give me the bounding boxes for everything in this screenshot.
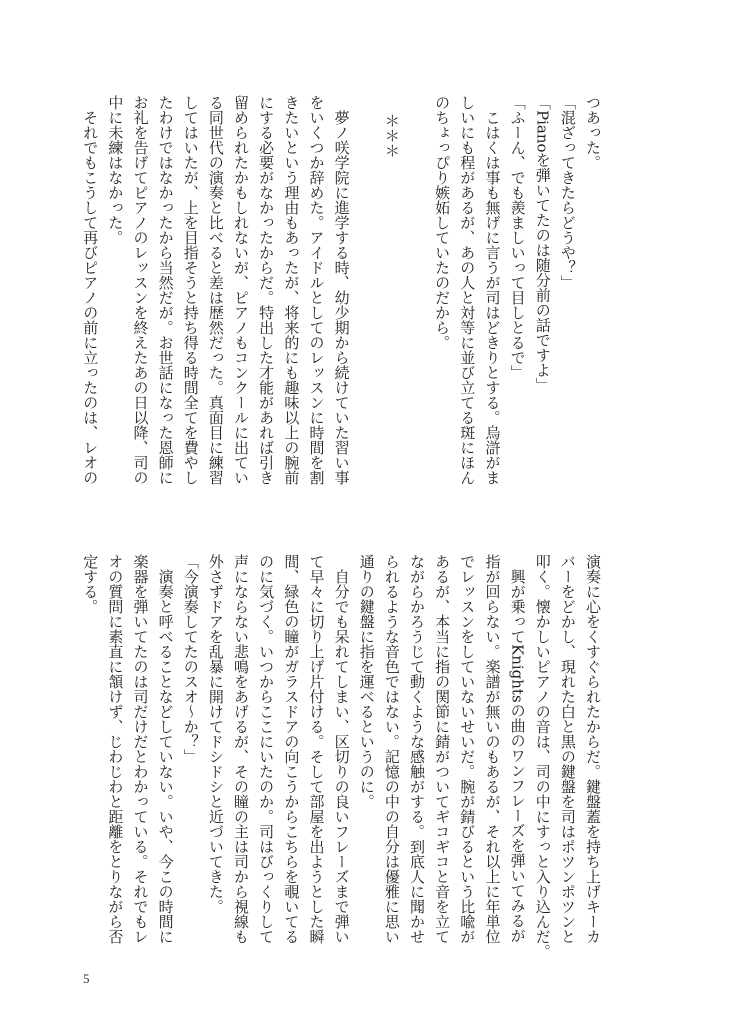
text-line: バーをどかし、現れた白と黒の鍵盤を司はポツンポツンと: [558, 554, 577, 944]
text-line: ながらかろうじて動くような感触がする。到底人に聞かせ: [408, 554, 427, 944]
text-line: 声にならない悲鳴をあげるが、その瞳の主は司から視線も: [232, 554, 251, 944]
blank-line: [404, 95, 429, 487]
text-line: でレッスンをしていないせいだ。腕が錆びるという比喩が: [458, 554, 477, 944]
text-line: 「今演奏してたのスオ～か？」: [181, 554, 200, 764]
text-line: 楽器を弾いてたのは司だけだとわかっている。それでもレ: [131, 554, 150, 944]
text-line: 夢ノ咲学院に進学する時、幼少期から続けていた習い事: [332, 95, 351, 485]
text-line: のちょっぴり嫉妬していたのだから。: [433, 95, 452, 350]
text-line: たわけではなかったから当然だが。お世話になった恩師に: [156, 95, 175, 485]
scene-break-separator: ＊＊＊: [382, 113, 401, 158]
text-line: 外さずドアを乱暴に開けてドシドシと近づいてきた。: [206, 554, 225, 914]
text-line: 叩く。懐かしいピアノの音は、司の中にすっと入り込んだ。: [533, 554, 552, 959]
text-line: 演奏と呼べることなどしていない。いや、今この時間に: [156, 554, 175, 944]
text-line: つあった。: [584, 95, 602, 170]
text-line: してはいたが、上を目指そうと持ち得る時間全てを費やし: [181, 95, 200, 485]
text-line: 留められたかもしれないが、ピアノもコンクールに出てい: [232, 95, 251, 485]
text-line: あるが、本当に指の関節に錆がついてギコギコと音を立て: [433, 554, 452, 944]
text-line: 「ふーん、でも羨ましいって目しとるで」: [508, 95, 527, 380]
text-line: 興が乗ってKnightsの曲のワンフレーズを弾いてみるが: [508, 554, 527, 943]
bottom-text-block: [77, 554, 605, 959]
text-line: 「混ざってきたらどうや？」: [558, 95, 577, 290]
page-number: 5: [83, 971, 90, 986]
text-line: きたいという理由もあったが、将来的にも趣味以上の腕前: [282, 95, 301, 485]
text-line: 間、緑色の瞳がガラスドアの向こうからこちらを覗いてる: [282, 554, 301, 944]
text-line: て早々に切り上げ片付ける。そして部屋を出ようとした瞬: [307, 554, 326, 944]
text-line: 通りの鍵盤に指を運べるというのに。: [357, 554, 376, 809]
text-line: 自分でも呆れてしまい、区切りの良いフレーズまで弾い: [332, 554, 351, 944]
text-line: こはくは事も無げに言うが司はどきりとする。烏滸がま: [483, 95, 502, 485]
top-text-block: [77, 95, 605, 487]
text-line: しいにも程があるが、あの人と対等に並び立てる斑にほん: [458, 95, 477, 485]
text-line: お礼を告げてピアノのレッスンを終えたあの日以降、司の: [131, 95, 150, 485]
text-line: それでもこうして再びピアノの前に立ったのは、レオの: [81, 95, 100, 485]
text-line: られるような音色ではない。記憶の中の自分は優雅に思い: [382, 554, 401, 944]
text-line: のに気づく。いつからここにいたのか。司はびっくりして: [257, 554, 276, 944]
text-line: 演奏に心をくすぐられたからだ。鍵盤蓋を持ち上げキーカ: [584, 554, 602, 944]
text-line: 定する。: [81, 554, 100, 614]
text-line: オの質問に素直に頷けず、じわじわと距離をとりながら否: [106, 554, 125, 944]
text-line: 指が回らない。楽譜が無いのもあるが、それ以上に年単位: [483, 554, 502, 944]
text-line: にする必要がなかったからだ。特出した才能があれば引き: [257, 95, 276, 485]
text-line: 「Pianoを弾いてたのは随分前の話ですよ」: [533, 95, 552, 393]
blank-line: [354, 95, 379, 487]
text-line: をいくつか辞めた。アイドルとしてのレッスンに時間を割: [307, 95, 326, 485]
text-line: 中に未練はなかった。: [106, 95, 125, 245]
text-line: る同世代の演奏と比べると差は歴然だった。真面目に練習: [206, 95, 225, 485]
